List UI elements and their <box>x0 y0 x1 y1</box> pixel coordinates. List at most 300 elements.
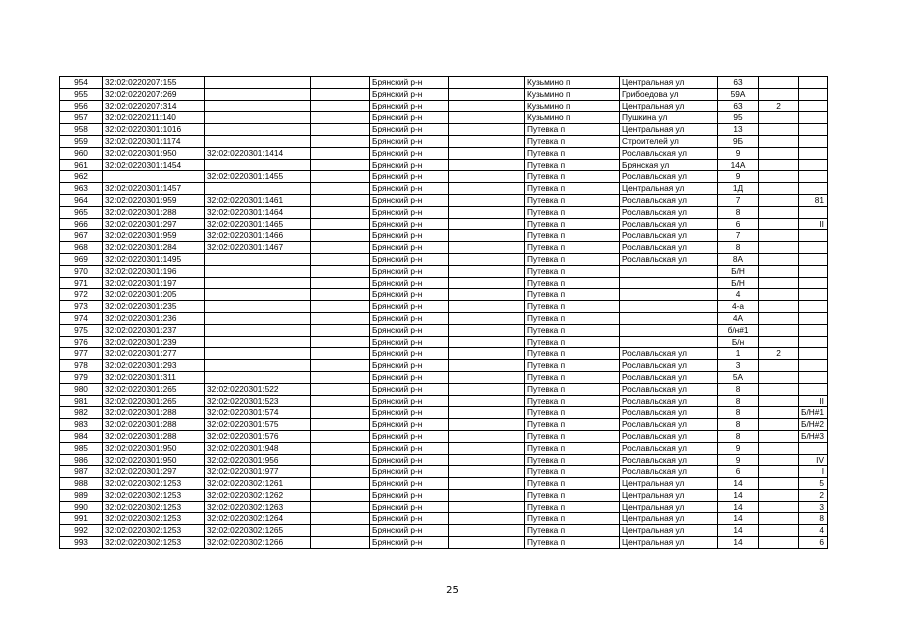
apartment-cell: 3 <box>799 501 828 513</box>
apartment-cell <box>799 171 828 183</box>
parent-cadastral-cell <box>205 371 311 383</box>
street-cell: Рославльская ул <box>620 348 718 360</box>
spacer-cell <box>311 206 370 218</box>
cadastral-number-cell: 32:02:0220301:950 <box>103 442 205 454</box>
spacer-cell <box>311 336 370 348</box>
street-cell: Рославльская ул <box>620 466 718 478</box>
cadastral-number-cell: 32:02:0220301:197 <box>103 277 205 289</box>
building-cell <box>759 218 799 230</box>
cadastral-number-cell: 32:02:0220211:140 <box>103 112 205 124</box>
empty-cell <box>449 77 525 89</box>
settlement-cell: Путевка п <box>525 360 620 372</box>
row-number-cell: 957 <box>60 112 103 124</box>
cadastral-number-cell: 32:02:0220301:288 <box>103 407 205 419</box>
house-cell: б/н#1 <box>718 324 759 336</box>
empty-cell <box>449 324 525 336</box>
table-row <box>60 183 828 195</box>
empty-cell <box>449 430 525 442</box>
street-cell: Рославльская ул <box>620 194 718 206</box>
table-row <box>60 289 828 301</box>
spacer-cell <box>311 88 370 100</box>
building-cell <box>759 242 799 254</box>
row-number-cell: 960 <box>60 147 103 159</box>
settlement-cell: Путевка п <box>525 289 620 301</box>
cadastral-number-cell: 32:02:0220301:239 <box>103 336 205 348</box>
table-row <box>60 513 828 525</box>
empty-cell <box>449 100 525 112</box>
cadastral-number-cell: 32:02:0220207:155 <box>103 77 205 89</box>
apartment-cell: II <box>799 395 828 407</box>
spacer-cell <box>311 242 370 254</box>
row-number-cell: 958 <box>60 124 103 136</box>
spacer-cell <box>311 159 370 171</box>
house-cell: 7 <box>718 230 759 242</box>
spacer-cell <box>311 501 370 513</box>
cadastral-number-cell: 32:02:0220301:237 <box>103 324 205 336</box>
parent-cadastral-cell <box>205 289 311 301</box>
table-row <box>60 336 828 348</box>
spacer-cell <box>311 513 370 525</box>
street-cell: Центральная ул <box>620 77 718 89</box>
apartment-cell: 4 <box>799 525 828 537</box>
table-row <box>60 218 828 230</box>
cadastral-number-cell: 32:02:0220301:236 <box>103 312 205 324</box>
parent-cadastral-cell: 32:02:0220301:522 <box>205 383 311 395</box>
row-number-cell: 988 <box>60 478 103 490</box>
empty-cell <box>449 395 525 407</box>
table-row <box>60 77 828 89</box>
house-cell: 8 <box>718 419 759 431</box>
row-number-cell: 977 <box>60 348 103 360</box>
cadastral-number-cell: 32:02:0220301:1457 <box>103 183 205 195</box>
building-cell <box>759 478 799 490</box>
table-row <box>60 430 828 442</box>
parent-cadastral-cell: 32:02:0220301:1464 <box>205 206 311 218</box>
row-number-cell: 981 <box>60 395 103 407</box>
spacer-cell <box>311 525 370 537</box>
house-cell: 6 <box>718 466 759 478</box>
district-cell: Брянский р-н <box>370 312 449 324</box>
street-cell <box>620 289 718 301</box>
spacer-cell <box>311 194 370 206</box>
house-cell: 5А <box>718 371 759 383</box>
parent-cadastral-cell <box>205 301 311 313</box>
table-row <box>60 466 828 478</box>
cadastral-number-cell: 32:02:0220301:277 <box>103 348 205 360</box>
street-cell: Рославльская ул <box>620 230 718 242</box>
settlement-cell: Путевка п <box>525 147 620 159</box>
street-cell: Рославльская ул <box>620 253 718 265</box>
parent-cadastral-cell: 32:02:0220301:1467 <box>205 242 311 254</box>
building-cell <box>759 230 799 242</box>
spacer-cell <box>311 478 370 490</box>
district-cell: Брянский р-н <box>370 348 449 360</box>
empty-cell <box>449 183 525 195</box>
cadastral-number-cell: 32:02:0220301:959 <box>103 230 205 242</box>
apartment-cell: II <box>799 218 828 230</box>
settlement-cell: Путевка п <box>525 442 620 454</box>
building-cell <box>759 88 799 100</box>
row-number-cell: 976 <box>60 336 103 348</box>
parent-cadastral-cell: 32:02:0220301:575 <box>205 419 311 431</box>
district-cell: Брянский р-н <box>370 289 449 301</box>
building-cell <box>759 183 799 195</box>
cadastral-number-cell: 32:02:0220302:1253 <box>103 537 205 549</box>
empty-cell <box>449 478 525 490</box>
settlement-cell: Путевка п <box>525 336 620 348</box>
building-cell <box>759 430 799 442</box>
table-row <box>60 147 828 159</box>
registry-table <box>59 76 828 549</box>
settlement-cell: Путевка п <box>525 525 620 537</box>
empty-cell <box>449 348 525 360</box>
apartment-cell: 2 <box>799 489 828 501</box>
empty-cell <box>449 147 525 159</box>
house-cell: 9Б <box>718 135 759 147</box>
row-number-cell: 961 <box>60 159 103 171</box>
row-number-cell: 974 <box>60 312 103 324</box>
spacer-cell <box>311 360 370 372</box>
table-row <box>60 242 828 254</box>
house-cell: 4 <box>718 289 759 301</box>
empty-cell <box>449 525 525 537</box>
page-number: 25 <box>446 585 459 596</box>
row-number-cell: 982 <box>60 407 103 419</box>
building-cell <box>759 501 799 513</box>
empty-cell <box>449 159 525 171</box>
district-cell: Брянский р-н <box>370 395 449 407</box>
empty-cell <box>449 454 525 466</box>
spacer-cell <box>311 277 370 289</box>
table-row <box>60 324 828 336</box>
parent-cadastral-cell <box>205 348 311 360</box>
empty-cell <box>449 312 525 324</box>
building-cell <box>759 395 799 407</box>
empty-cell <box>449 383 525 395</box>
table-row <box>60 371 828 383</box>
row-number-cell: 984 <box>60 430 103 442</box>
empty-cell <box>449 135 525 147</box>
district-cell: Брянский р-н <box>370 407 449 419</box>
cadastral-number-cell: 32:02:0220302:1253 <box>103 501 205 513</box>
spacer-cell <box>311 218 370 230</box>
cadastral-number-cell: 32:02:0220301:1174 <box>103 135 205 147</box>
cadastral-number-cell: 32:02:0220207:314 <box>103 100 205 112</box>
row-number-cell: 969 <box>60 253 103 265</box>
parent-cadastral-cell: 32:02:0220301:576 <box>205 430 311 442</box>
house-cell: 59А <box>718 88 759 100</box>
settlement-cell: Путевка п <box>525 348 620 360</box>
building-cell <box>759 454 799 466</box>
cadastral-number-cell: 32:02:0220301:950 <box>103 454 205 466</box>
cadastral-number-cell <box>103 171 205 183</box>
row-number-cell: 975 <box>60 324 103 336</box>
row-number-cell: 989 <box>60 489 103 501</box>
building-cell <box>759 336 799 348</box>
street-cell: Рославльская ул <box>620 430 718 442</box>
row-number-cell: 959 <box>60 135 103 147</box>
apartment-cell: Б/Н#3 <box>799 430 828 442</box>
parent-cadastral-cell <box>205 112 311 124</box>
table-row <box>60 501 828 513</box>
empty-cell <box>449 489 525 501</box>
settlement-cell: Путевка п <box>525 407 620 419</box>
spacer-cell <box>311 265 370 277</box>
row-number-cell: 970 <box>60 265 103 277</box>
house-cell: 7 <box>718 194 759 206</box>
row-number-cell: 986 <box>60 454 103 466</box>
spacer-cell <box>311 430 370 442</box>
building-cell <box>759 265 799 277</box>
settlement-cell: Путевка п <box>525 454 620 466</box>
building-cell: 2 <box>759 100 799 112</box>
empty-cell <box>449 171 525 183</box>
settlement-cell: Путевка п <box>525 489 620 501</box>
parent-cadastral-cell: 32:02:0220302:1265 <box>205 525 311 537</box>
building-cell <box>759 135 799 147</box>
street-cell: Центральная ул <box>620 525 718 537</box>
street-cell: Рославльская ул <box>620 171 718 183</box>
parent-cadastral-cell <box>205 277 311 289</box>
row-number-cell: 993 <box>60 537 103 549</box>
empty-cell <box>449 336 525 348</box>
settlement-cell: Путевка п <box>525 383 620 395</box>
spacer-cell <box>311 183 370 195</box>
house-cell: Б/н <box>718 336 759 348</box>
parent-cadastral-cell <box>205 253 311 265</box>
district-cell: Брянский р-н <box>370 537 449 549</box>
house-cell: 8 <box>718 242 759 254</box>
district-cell: Брянский р-н <box>370 171 449 183</box>
table-row <box>60 395 828 407</box>
settlement-cell: Путевка п <box>525 501 620 513</box>
row-number-cell: 965 <box>60 206 103 218</box>
row-number-cell: 954 <box>60 77 103 89</box>
empty-cell <box>449 537 525 549</box>
street-cell: Центральная ул <box>620 489 718 501</box>
parent-cadastral-cell: 32:02:0220301:1466 <box>205 230 311 242</box>
district-cell: Брянский р-н <box>370 147 449 159</box>
house-cell: Б/Н <box>718 277 759 289</box>
street-cell: Центральная ул <box>620 100 718 112</box>
house-cell: 14 <box>718 537 759 549</box>
district-cell: Брянский р-н <box>370 112 449 124</box>
district-cell: Брянский р-н <box>370 124 449 136</box>
parent-cadastral-cell: 32:02:0220302:1261 <box>205 478 311 490</box>
empty-cell <box>449 466 525 478</box>
street-cell: Рославльская ул <box>620 206 718 218</box>
apartment-cell: 8 <box>799 513 828 525</box>
house-cell: 14 <box>718 489 759 501</box>
settlement-cell: Путевка п <box>525 135 620 147</box>
spacer-cell <box>311 407 370 419</box>
street-cell: Центральная ул <box>620 501 718 513</box>
house-cell: 95 <box>718 112 759 124</box>
spacer-cell <box>311 312 370 324</box>
building-cell <box>759 301 799 313</box>
table-row <box>60 478 828 490</box>
building-cell <box>759 525 799 537</box>
apartment-cell: 81 <box>799 194 828 206</box>
settlement-cell: Путевка п <box>525 301 620 313</box>
row-number-cell: 962 <box>60 171 103 183</box>
street-cell: Центральная ул <box>620 478 718 490</box>
house-cell: 4-а <box>718 301 759 313</box>
cadastral-number-cell: 32:02:0220301:288 <box>103 430 205 442</box>
cadastral-number-cell: 32:02:0220301:959 <box>103 194 205 206</box>
cadastral-number-cell: 32:02:0220301:284 <box>103 242 205 254</box>
district-cell: Брянский р-н <box>370 230 449 242</box>
settlement-cell: Путевка п <box>525 430 620 442</box>
building-cell: 2 <box>759 348 799 360</box>
district-cell: Брянский р-н <box>370 265 449 277</box>
settlement-cell: Кузьмино п <box>525 77 620 89</box>
apartment-cell <box>799 147 828 159</box>
settlement-cell: Путевка п <box>525 253 620 265</box>
row-number-cell: 956 <box>60 100 103 112</box>
house-cell: Б/Н <box>718 265 759 277</box>
parent-cadastral-cell: 32:02:0220302:1264 <box>205 513 311 525</box>
building-cell <box>759 324 799 336</box>
parent-cadastral-cell: 32:02:0220302:1263 <box>205 501 311 513</box>
row-number-cell: 987 <box>60 466 103 478</box>
spacer-cell <box>311 230 370 242</box>
parent-cadastral-cell: 32:02:0220301:1465 <box>205 218 311 230</box>
cadastral-number-cell: 32:02:0220301:311 <box>103 371 205 383</box>
table-row <box>60 348 828 360</box>
parent-cadastral-cell: 32:02:0220302:1266 <box>205 537 311 549</box>
street-cell: Рославльская ул <box>620 360 718 372</box>
house-cell: 9 <box>718 442 759 454</box>
row-number-cell: 978 <box>60 360 103 372</box>
cadastral-number-cell: 32:02:0220301:1495 <box>103 253 205 265</box>
parent-cadastral-cell: 32:02:0220301:977 <box>205 466 311 478</box>
settlement-cell: Путевка п <box>525 537 620 549</box>
district-cell: Брянский р-н <box>370 336 449 348</box>
apartment-cell <box>799 360 828 372</box>
house-cell: 63 <box>718 100 759 112</box>
empty-cell <box>449 277 525 289</box>
row-number-cell: 968 <box>60 242 103 254</box>
street-cell: Центральная ул <box>620 537 718 549</box>
apartment-cell <box>799 135 828 147</box>
building-cell <box>759 277 799 289</box>
building-cell <box>759 371 799 383</box>
district-cell: Брянский р-н <box>370 100 449 112</box>
district-cell: Брянский р-н <box>370 88 449 100</box>
district-cell: Брянский р-н <box>370 478 449 490</box>
apartment-cell <box>799 348 828 360</box>
street-cell <box>620 277 718 289</box>
empty-cell <box>449 407 525 419</box>
table-row <box>60 100 828 112</box>
row-number-cell: 971 <box>60 277 103 289</box>
settlement-cell: Путевка п <box>525 513 620 525</box>
apartment-cell <box>799 230 828 242</box>
table-row <box>60 88 828 100</box>
building-cell <box>759 383 799 395</box>
table-row <box>60 277 828 289</box>
row-number-cell: 979 <box>60 371 103 383</box>
settlement-cell: Путевка п <box>525 230 620 242</box>
building-cell <box>759 194 799 206</box>
district-cell: Брянский р-н <box>370 513 449 525</box>
row-number-cell: 985 <box>60 442 103 454</box>
district-cell: Брянский р-н <box>370 501 449 513</box>
settlement-cell: Путевка п <box>525 371 620 383</box>
spacer-cell <box>311 100 370 112</box>
table-row <box>60 454 828 466</box>
row-number-cell: 992 <box>60 525 103 537</box>
spacer-cell <box>311 383 370 395</box>
spacer-cell <box>311 112 370 124</box>
row-number-cell: 963 <box>60 183 103 195</box>
street-cell: Центральная ул <box>620 183 718 195</box>
spacer-cell <box>311 348 370 360</box>
spacer-cell <box>311 253 370 265</box>
settlement-cell: Путевка п <box>525 478 620 490</box>
street-cell: Рославльская ул <box>620 442 718 454</box>
table-row <box>60 383 828 395</box>
apartment-cell <box>799 100 828 112</box>
parent-cadastral-cell <box>205 265 311 277</box>
settlement-cell: Путевка п <box>525 466 620 478</box>
district-cell: Брянский р-н <box>370 194 449 206</box>
cadastral-number-cell: 32:02:0220301:293 <box>103 360 205 372</box>
building-cell <box>759 147 799 159</box>
settlement-cell: Путевка п <box>525 242 620 254</box>
spacer-cell <box>311 324 370 336</box>
parent-cadastral-cell <box>205 183 311 195</box>
apartment-cell <box>799 324 828 336</box>
house-cell: 1 <box>718 348 759 360</box>
table-row <box>60 419 828 431</box>
street-cell: Грибоедова ул <box>620 88 718 100</box>
parent-cadastral-cell: 32:02:0220301:1461 <box>205 194 311 206</box>
building-cell <box>759 112 799 124</box>
settlement-cell: Путевка п <box>525 312 620 324</box>
parent-cadastral-cell <box>205 336 311 348</box>
empty-cell <box>449 360 525 372</box>
district-cell: Брянский р-н <box>370 489 449 501</box>
parent-cadastral-cell <box>205 135 311 147</box>
house-cell: 8 <box>718 430 759 442</box>
apartment-cell <box>799 88 828 100</box>
cadastral-number-cell: 32:02:0220301:288 <box>103 419 205 431</box>
empty-cell <box>449 194 525 206</box>
cadastral-number-cell: 32:02:0220301:297 <box>103 466 205 478</box>
district-cell: Брянский р-н <box>370 77 449 89</box>
settlement-cell: Путевка п <box>525 324 620 336</box>
cadastral-number-cell: 32:02:0220301:1016 <box>103 124 205 136</box>
district-cell: Брянский р-н <box>370 360 449 372</box>
empty-cell <box>449 218 525 230</box>
table-row <box>60 194 828 206</box>
parent-cadastral-cell <box>205 360 311 372</box>
street-cell <box>620 336 718 348</box>
street-cell <box>620 324 718 336</box>
table-row <box>60 112 828 124</box>
street-cell: Центральная ул <box>620 513 718 525</box>
street-cell: Брянская ул <box>620 159 718 171</box>
apartment-cell <box>799 77 828 89</box>
district-cell: Брянский р-н <box>370 430 449 442</box>
district-cell: Брянский р-н <box>370 301 449 313</box>
apartment-cell <box>799 112 828 124</box>
street-cell: Рославльская ул <box>620 419 718 431</box>
house-cell: 9 <box>718 454 759 466</box>
street-cell: Рославльская ул <box>620 242 718 254</box>
